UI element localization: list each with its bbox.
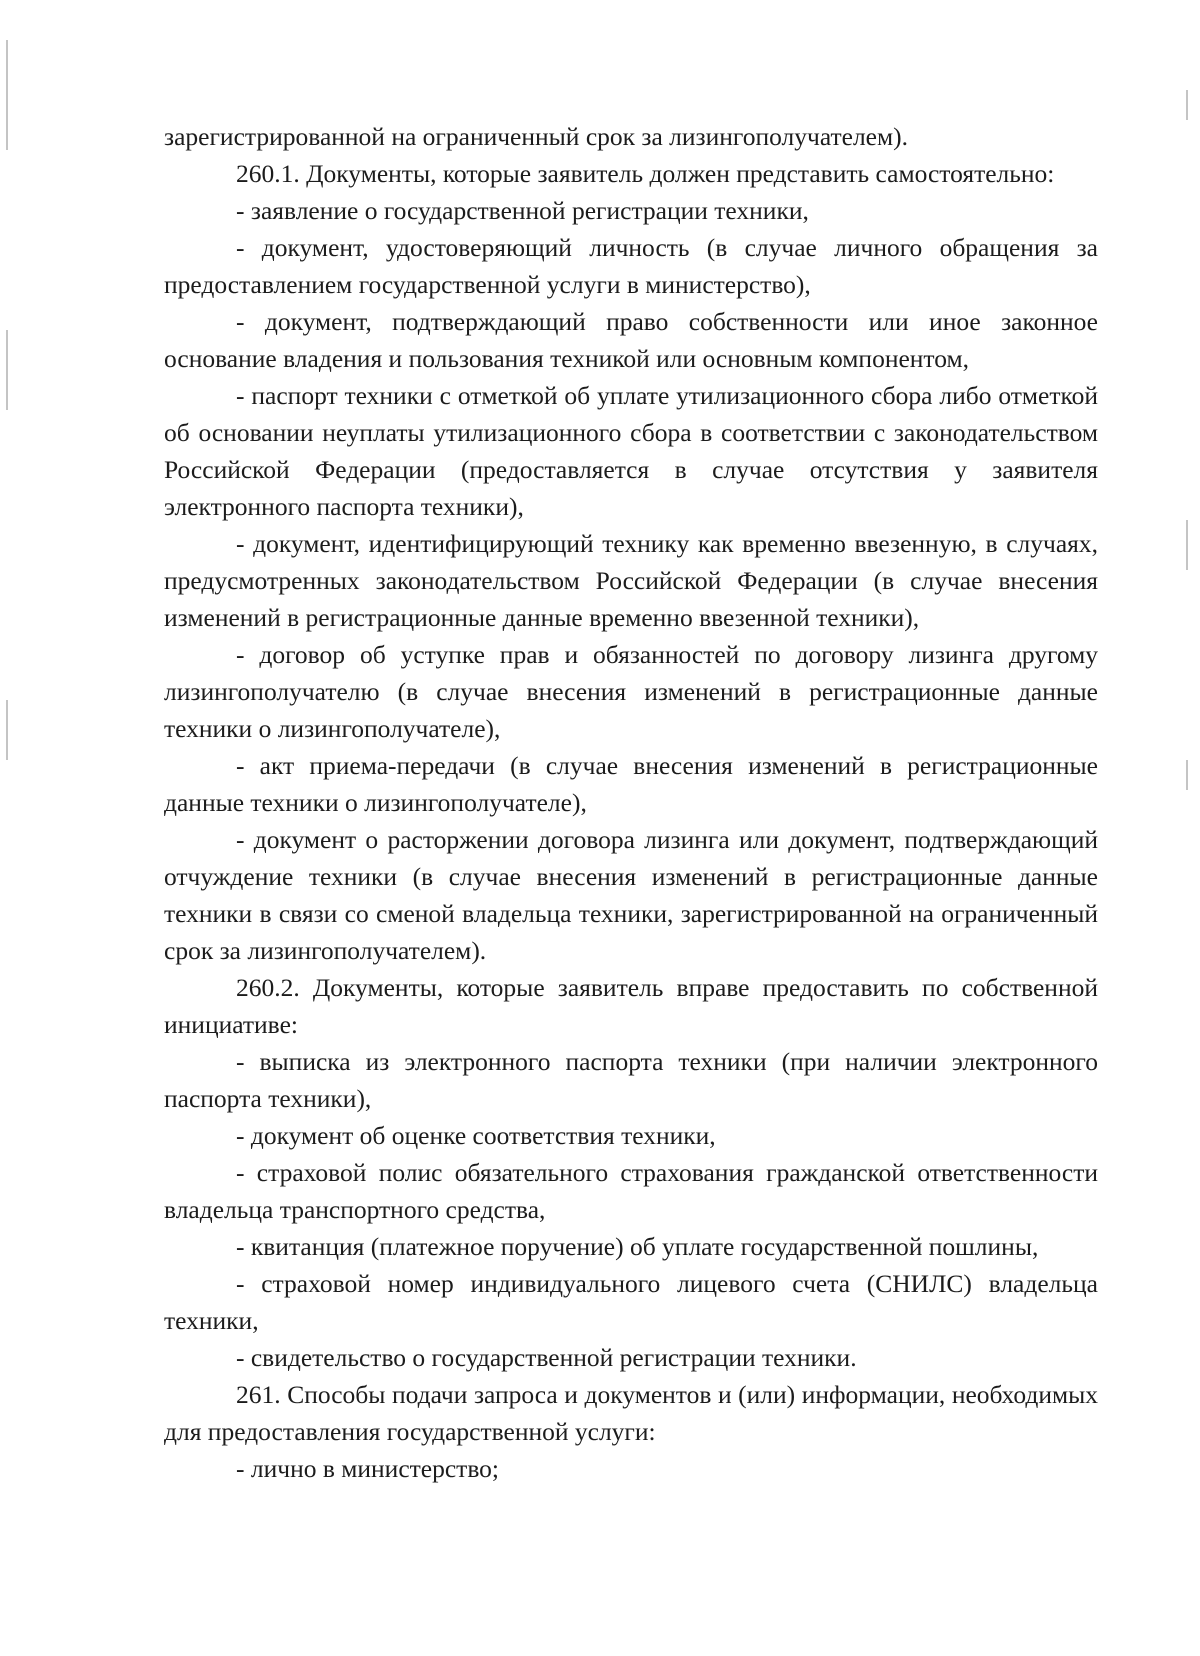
list-item: - документ об оценке соответствия техники, (236, 1121, 716, 1150)
list-item: - страховой полис обязательного страхования гражданской ответственности владельца транспортного средства, (164, 1158, 1098, 1224)
scan-edge-mark (6, 700, 8, 760)
paragraph-260-1: 260.1. Документы, которые заявитель должен представить самостоятельно: (236, 159, 1055, 188)
scan-edge-mark (1186, 760, 1188, 790)
list-item: - паспорт техники с отметкой об уплате утилизационного сбора либо отметкой об основании неуплаты утилизационного сбора в соответствии с законодательством Российской Федерации (предоставляется в случае отсутствия у заявителя электронного паспорта техники), (164, 381, 1098, 521)
paragraph-continuation: зарегистрированной на ограниченный срок за лизингополучателем). (164, 122, 909, 151)
paragraph-260-2: 260.2. Документы, которые заявитель вправе предоставить по собственной инициативе: (164, 973, 1098, 1039)
list-item: - документ о расторжении договора лизинга или документ, подтверждающий отчуждение техники (в случае внесения изменений в регистрационные данные техники в связи со сменой владельца техники, зарегистрированной на ограниченный срок за лизингополучателем). (164, 825, 1098, 965)
scan-edge-mark (6, 40, 8, 150)
list-item: - документ, удостоверяющий личность (в случае личного обращения за предоставлением государственной услуги в министерство), (164, 233, 1098, 299)
list-item: - акт приема-передачи (в случае внесения изменений в регистрационные данные техники о лизингополучателе), (164, 751, 1098, 817)
list-item: - выписка из электронного паспорта техники (при наличии электронного паспорта техники), (164, 1047, 1098, 1113)
scan-edge-mark (6, 330, 8, 410)
list-item: - заявление о государственной регистрации техники, (236, 196, 809, 225)
list-item: - страховой номер индивидуального лицевого счета (СНИЛС) владельца техники, (164, 1269, 1098, 1335)
list-item: - документ, подтверждающий право собственности или иное законное основание владения и пользования техникой или основным компонентом, (164, 307, 1098, 373)
list-item: - лично в министерство; (236, 1454, 500, 1483)
document-body (164, 118, 1098, 1487)
list-item: - свидетельство о государственной регистрации техники. (236, 1343, 857, 1372)
paragraph-261: 261. Способы подачи запроса и документов и (или) информации, необходимых для предоставления государственной услуги: (164, 1380, 1098, 1446)
scan-edge-mark (1186, 520, 1188, 570)
list-item: - документ, идентифицирующий технику как временно ввезенную, в случаях, предусмотренных законодательством Российской Федерации (в случае внесения изменений в регистрационные данные временно ввезенной техники), (164, 529, 1098, 632)
list-item: - договор об уступке прав и обязанностей по договору лизинга другому лизингополучателю (в случае внесения изменений в регистрационные данные техники о лизингополучателе), (164, 640, 1098, 743)
list-item: - квитанция (платежное поручение) об уплате государственной пошлины, (236, 1232, 1039, 1261)
scan-edge-mark (1186, 90, 1188, 120)
